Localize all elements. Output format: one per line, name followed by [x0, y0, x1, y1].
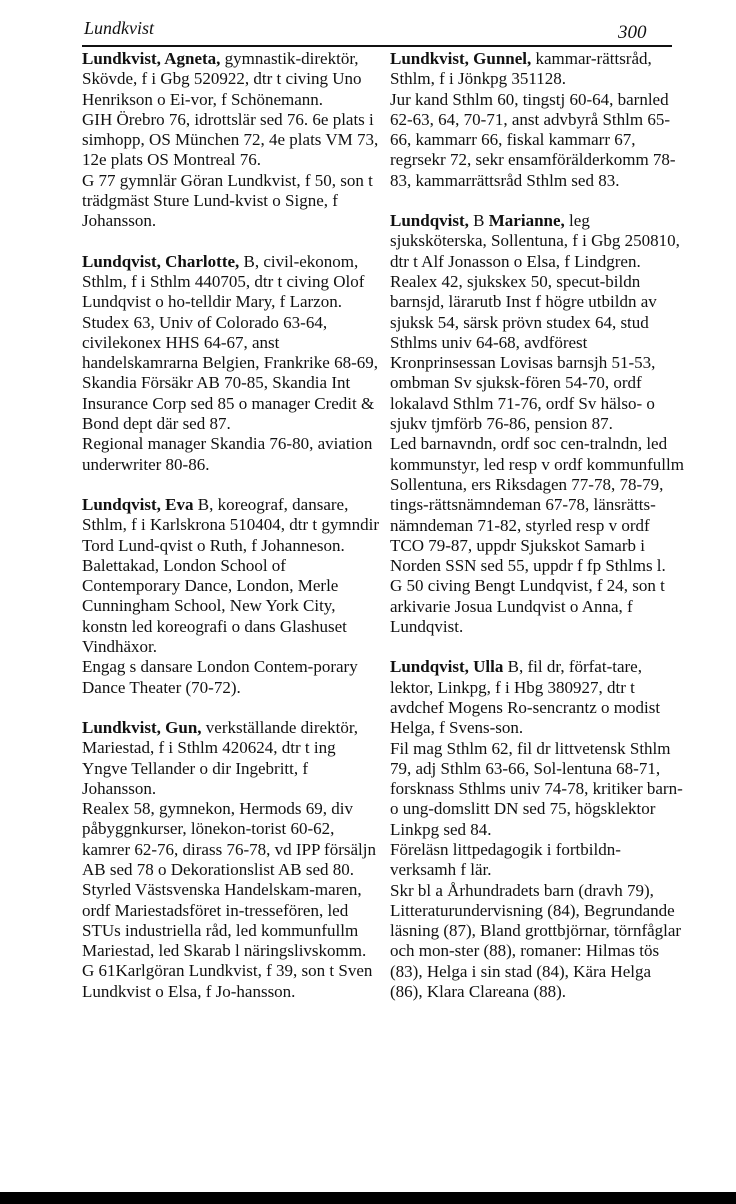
entry-text: verkställande direktör, Mariestad, f i Sthlm 420624, dtr t ing Yngve Tellander o dir Ingebritt, f Johansson. [82, 717, 359, 798]
entry-marianne-lundqvist [390, 211, 685, 637]
entry-paragraph [82, 252, 382, 313]
entry-paragraph [82, 718, 382, 799]
entry-paragraph: Styrled Västsvenska Handelskam-maren, ordf Mariestadsföret in-tressefören, led STUs industriella råd, led kommunfullm Mariestad, led Skarab l näringslivskomm. [82, 880, 367, 961]
entry-paragraph [390, 211, 685, 272]
entry-paragraph: G 50 civing Bengt Lundqvist, f 24, son t arkivarie Josua Lundqvist o Anna, f Lundqvist. [390, 576, 665, 637]
entry-paragraph [82, 495, 382, 556]
page-number: 300 [618, 22, 647, 43]
entry-text: gymnastik-direktör, Skövde, f i Gbg 520922, dtr t civing Uno Henrikson o Ei-vor, f Schönemann. [82, 49, 362, 109]
entry-paragraph: Balettakad, London School of Contemporary Dance, London, Merle Cunningham School, New York City, konstn led koreografi o dans Glashuset Vindhäxor. [82, 555, 347, 657]
entry-headword: Lundqvist, [390, 211, 469, 231]
entry-paragraph: G 77 gymnlär Göran Lundkvist, f 50, son t trädgmäst Sture Lund-kvist o Signe, f Johansson. [82, 170, 373, 231]
entry-initial: B [473, 211, 485, 231]
entry-paragraph [82, 49, 382, 110]
entry-paragraph: Led barnavndn, ordf soc cen-tralndn, led kommunstyr, led resp v ordf kommunfullm Sollentuna, ers Riksdagen 77-78, 78-79, tings-rättsnämndeman 67-78, länsrätts-nämndeman 71-82, styrled resp v ordf TCO 79-87, uppdr Sjukskot Samarb i Norden SSN sed 55, uppdr f fp Sthlms l. [390, 434, 684, 576]
entry-paragraph [390, 49, 685, 90]
entry-text: B, civil-ekonom, Sthlm, f i Sthlm 440705, dtr t civing Olof Lundqvist o ho-telldir Mary, f Larzon. [82, 251, 365, 312]
entry-gunnel-lundkvist [390, 49, 685, 191]
entry-eva-lundqvist [82, 495, 382, 698]
entry-paragraph: G 61Karlgöran Lundkvist, f 39, son t Sven Lundkvist o Elsa, f Jo-hansson. [82, 961, 373, 1001]
left-column [82, 49, 382, 1022]
entry-paragraph: Realex 58, gymnekon, Hermods 69, div påbyggnkurser, lönekon-torist 60-62, kamrer 62-76, dirass 76-78, vd IPP försäljn AB sed 78 o Dekorationslist AB sed 80. [82, 799, 376, 879]
entry-ulla-lundqvist [390, 657, 685, 1002]
entry-paragraph [390, 657, 685, 738]
entry-text: kammar-rättsråd, Sthlm, f i Jönkpg 351128. [390, 49, 652, 89]
scan-edge-bar [0, 1192, 736, 1204]
entry-paragraph: Realex 42, sjukskex 50, specut-bildn barnsjd, lärarutb Inst f högre utbildn av sjuksk 54, särsk prövn studex 64, stud Sthlms univ 64-68, avdförest Kronprinsessan Lovisas barnsjh 51-53, ombman Sv sjuksk-fören 54-70, ordf lokalavd Sthlm 71-76, ordf Sv hälso- o sjukv tjmförb 76-86, pension 87. [390, 271, 657, 434]
right-column [390, 49, 685, 1022]
entry-headword: Lundqvist, Ulla [390, 657, 504, 677]
entry-headword: Lundqvist, Charlotte, [82, 251, 240, 271]
entry-headword: Lundkvist, Gun, [82, 717, 202, 737]
entry-charlotte-lundqvist [82, 252, 382, 475]
entry-paragraph: Studex 63, Univ of Colorado 63-64, civilekonex HHS 64-67, anst handelskamrarna Belgien, Frankrike 68-69, Skandia Försäkr AB 70-85, Skandia Int Insurance Corp sed 85 o manager Credit & Bond dept där sed 87. [82, 312, 378, 434]
entry-text: leg sjuksköterska, Sollentuna, f i Gbg 250810, dtr t Alf Jonasson o Elsa, f Lindgren. [390, 211, 680, 271]
entry-agneta-lundkvist [82, 49, 382, 232]
entry-headword: Lundkvist, Agneta, [82, 49, 221, 68]
entry-paragraph: Skr bl a Århundradets barn (dravh 79), Litteraturundervisning (84), Begrundande läsning (87), Bland grottbjörnar, törnfåglar och mon-ster (88), romaner: Hilmas tös (83), Helga i sin stad (84), Kära Helga (86), Klara Clareana (88). [390, 880, 682, 1002]
entry-paragraph: GIH Örebro 76, idrottslär sed 76. 6e plats i simhopp, OS München 72, 4e plats VM 73, 12e plats OS Montreal 76. [82, 109, 379, 170]
entry-text: B, koreograf, dansare, Sthlm, f i Karlskrona 510404, dtr t gymndir Tord Lund-qvist o Ruth, f Johanneson. [82, 494, 380, 555]
running-head: Lundkvist [84, 18, 154, 38]
entry-paragraph: Regional manager Skandia 76-80, aviation underwriter 80-86. [82, 434, 373, 474]
header-rule [82, 45, 672, 47]
entry-text: B, fil dr, förfat-tare, lektor, Linkpg, f i Hbg 380927, dtr t avdchef Mogens Ro-sencrantz o modist Helga, f Svens-son. [390, 657, 661, 738]
entry-headword: Lundqvist, Eva [82, 494, 194, 514]
entry-gun-lundkvist [82, 718, 382, 1002]
entry-headword-name: Marianne, [488, 211, 565, 231]
entry-paragraph: Jur kand Sthlm 60, tingstj 60-64, barnled 62-63, 64, 70-71, anst advbyrå Sthlm 65-66, kammarr 66, fiskal kammarr 67, regrsekr 72, sekr ensamförälderkomm 78-83, kammarrättsråd Sthlm sed 83. [390, 89, 676, 190]
entry-headword: Lundkvist, Gunnel, [390, 49, 532, 68]
entry-paragraph: Engag s dansare London Contem-porary Dance Theater (70-72). [82, 657, 358, 697]
entry-paragraph: Fil mag Sthlm 62, fil dr littvetensk Sthlm 79, adj Sthlm 63-66, Sol-lentuna 68-71, forsknass Sthlms univ 74-78, kritiker barn- o ung-domslitt DN sed 75, högsklektor Linkpg sed 84. [390, 738, 683, 839]
entry-paragraph: Föreläsn littpedagogik i fortbildn-verksamh f lär. [390, 839, 621, 880]
